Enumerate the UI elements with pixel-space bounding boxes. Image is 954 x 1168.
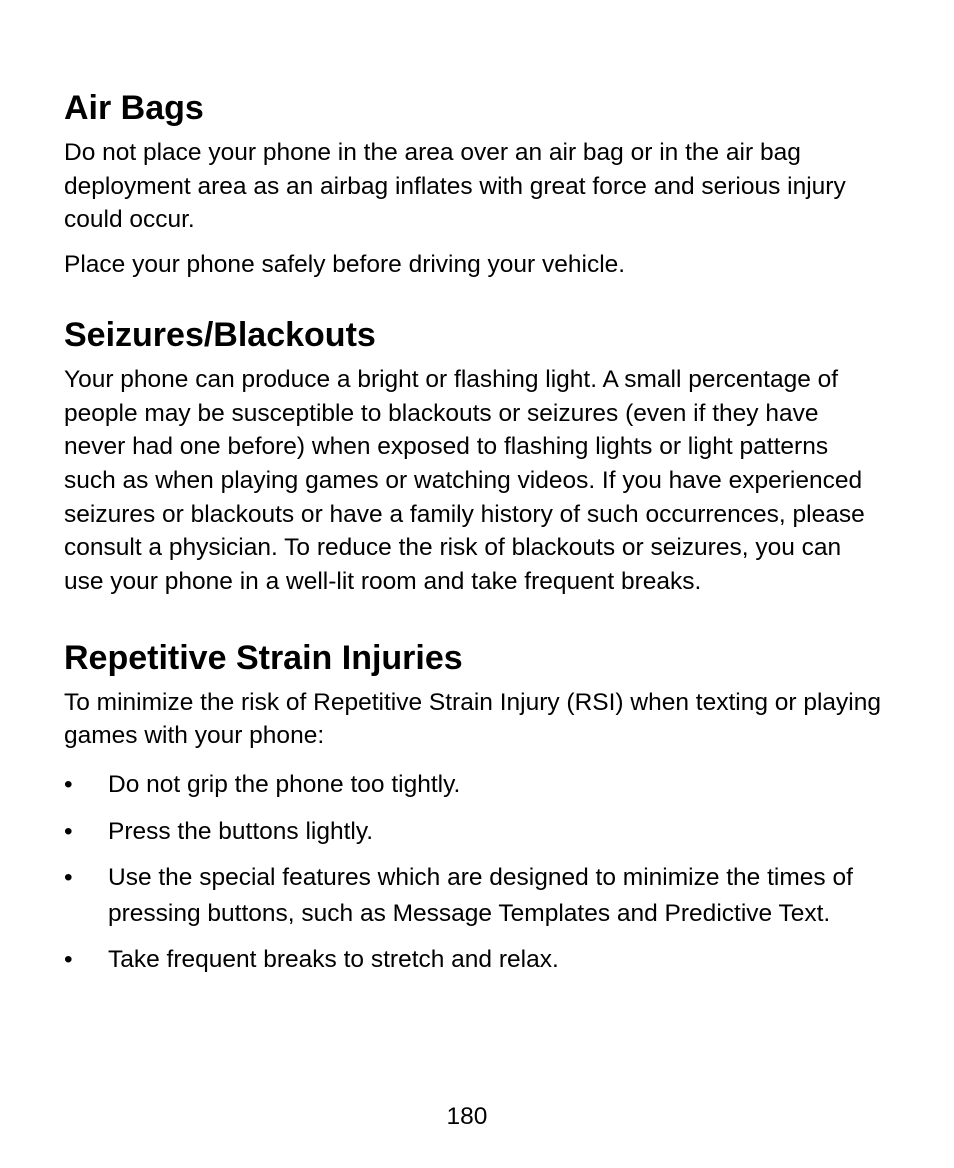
paragraph-rsi-intro: To minimize the risk of Repetitive Strain Injury (RSI) when texting or playing games with your phone:: [64, 688, 881, 750]
section-seizures-blackouts: [64, 313, 884, 599]
rsi-bullet-list: [64, 767, 884, 978]
list-item: [64, 767, 884, 803]
bullet-icon: •: [64, 864, 73, 892]
paragraph-seizures-blackouts: Your phone can produce a bright or flashing light. A small percentage of people may be susceptible to blackouts or seizures (even if they have never had one before) when exposed to flashing lights or light patterns such as when playing games or watching videos. If you have experienced seizures or blackouts or have a family history of such occurrences, please consult a physician. To reduce the risk of blackouts or seizures, you can use your phone in a well-lit room and take frequent breaks.: [64, 365, 865, 596]
bullet-icon: •: [64, 771, 73, 799]
paragraph-air-bags-warning: Do not place your phone in the area over an air bag or in the air bag deployment area as an airbag inflates with great force and serious injury could occur.: [64, 139, 846, 234]
list-item: [64, 942, 884, 978]
bullet-icon: •: [64, 817, 73, 845]
page-number: 180: [446, 1103, 488, 1130]
heading-seizures-blackouts: Seizures/Blackouts: [64, 315, 376, 354]
bullet-icon: •: [64, 946, 73, 974]
document-page: [64, 86, 884, 978]
section-repetitive-strain-injuries: [64, 636, 884, 978]
list-item-text: Press the buttons lightly.: [108, 817, 374, 845]
heading-air-bags: Air Bags: [64, 89, 204, 127]
heading-repetitive-strain-injuries: Repetitive Strain Injuries: [64, 638, 463, 677]
list-item-text: Take frequent breaks to stretch and relax.: [108, 946, 559, 974]
section-air-bags: [64, 86, 884, 282]
list-item-text: Do not grip the phone too tightly.: [108, 771, 461, 799]
list-item: [64, 814, 884, 850]
list-item-text: Use the special features which are designed to minimize the times of pressing buttons, such as Message Templates and Predictive Text.: [108, 864, 853, 927]
paragraph-air-bags-safety: Place your phone safely before driving your vehicle.: [64, 251, 626, 279]
list-item: [64, 860, 884, 931]
